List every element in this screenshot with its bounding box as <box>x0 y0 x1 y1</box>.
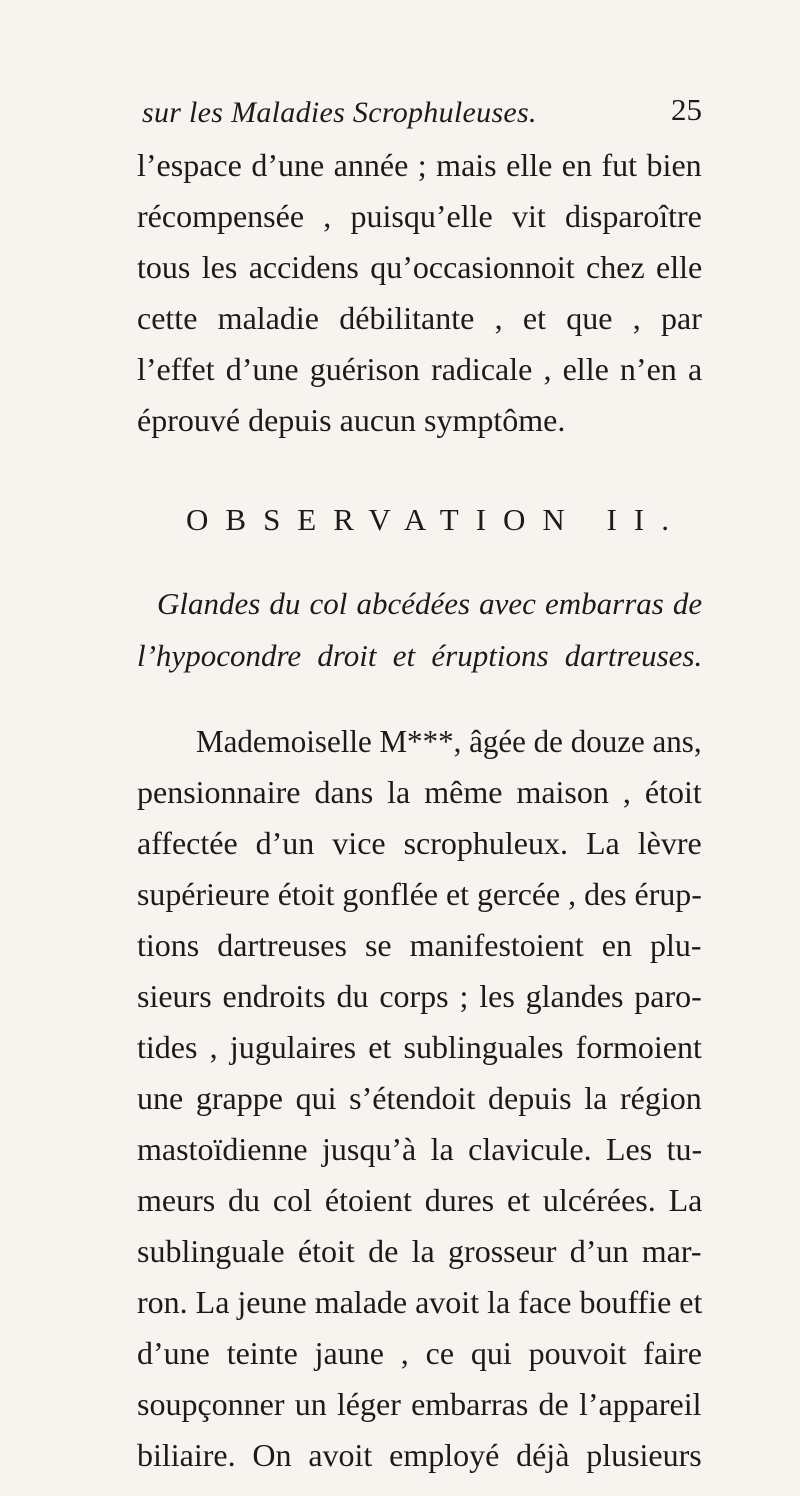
observation-subtitle-line: Glandes du col abcédées avec embarras de <box>157 586 703 621</box>
text-line: l’effet d’une guérison radicale , elle n’en a <box>137 351 703 387</box>
text-line: récompensée , puisqu’elle vit disparoître <box>137 198 702 234</box>
text-line: ron. La jeune malade avoit la face bouffie et <box>137 1284 703 1320</box>
page-number: 25 <box>671 92 702 127</box>
running-head-title: sur les Maladies Scrophuleuses. <box>142 96 537 129</box>
text-line: meurs du col étoient dures et ulcérées. La <box>137 1182 703 1218</box>
text-line: affectée d’un vice scrophuleux. La lèvre <box>137 825 702 861</box>
text-line: l’espace d’une année ; mais elle en fut bien <box>137 147 702 183</box>
text-line: soupçonner un léger embarras de l’appareil <box>137 1386 702 1422</box>
text-line: tous les accidens qu’occasionnoit chez elle <box>137 249 703 285</box>
text-line: mastoïdienne jusqu’à la clavicule. Les tu- <box>137 1131 703 1167</box>
observation-heading: OBSERVATION II. <box>186 502 686 537</box>
text-line: Mademoiselle M***, âgée de douze ans, <box>196 723 702 759</box>
text-line: biliaire. On avoit employé déjà plusieurs <box>137 1437 702 1473</box>
text-line: tions dartreuses se manifestoient en plu- <box>137 927 702 963</box>
text-line: éprouvé depuis aucun symptôme. <box>137 402 566 438</box>
text-line: supérieure étoit gonflée et gercée , des érup- <box>137 876 702 912</box>
text-line: une grappe qui s’étendoit depuis la région <box>137 1080 702 1116</box>
text-line: sublinguale étoit de la grosseur d’un mar- <box>137 1233 702 1269</box>
text-line: d’une teinte jaune , ce qui pouvoit faire <box>137 1335 702 1371</box>
text-line: pensionnaire dans la même maison , étoit <box>137 774 702 810</box>
text-line: tides , jugulaires et sublinguales formoient <box>137 1029 702 1065</box>
text-line: cette maladie débilitante , et que , par <box>137 300 702 336</box>
running-head <box>142 92 702 140</box>
text-line: sieurs endroits du corps ; les glandes paro- <box>137 978 702 1014</box>
observation-subtitle-line: l’hypocondre droit et éruptions dartreuses. <box>137 638 703 673</box>
